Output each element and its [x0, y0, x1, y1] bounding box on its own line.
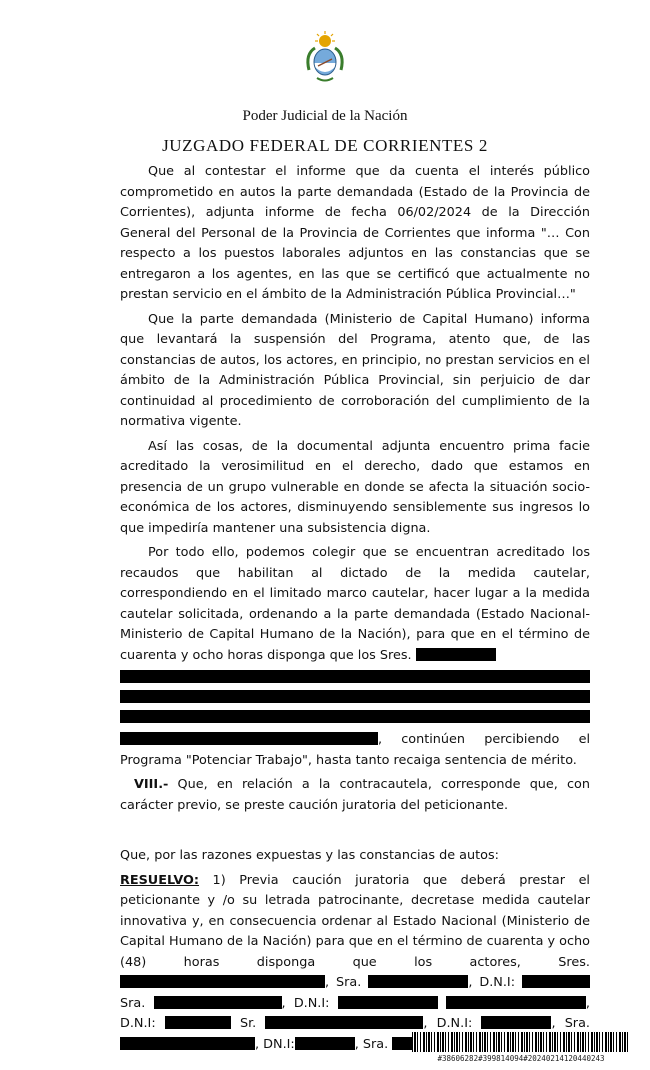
paragraph-considerations: Que, por las razones expuestas y las constancias de autos: — [120, 848, 499, 863]
redaction — [416, 648, 496, 661]
redaction — [481, 1016, 551, 1029]
paragraph-4-continuation — [120, 730, 590, 771]
redaction — [165, 1016, 231, 1029]
paragraph-resolution: RESUELVO: 1) Previa caución juratoria que deberá prestar el peticionante y /o su letrada patrocinante, decretase medida cautelar innovativa y, en consecuencia ordenar al Estado Nacional (Ministerio de Capital Humano de la Nación) para que en el término de cuarenta y ocho (48) horas disponga que los actores, Sres. , Sra. , D.N.I: Sra. , D.N.I: , D.N.I: Sr. , D.N.I: , Sra. , DN.I: , Sra. — [120, 872, 590, 1052]
redaction — [265, 1016, 423, 1029]
dni-label: D.N.I: — [436, 1016, 473, 1031]
redaction — [522, 975, 590, 988]
redaction — [338, 996, 438, 1009]
title-sra: Sra. — [564, 1016, 590, 1031]
redaction — [154, 996, 282, 1009]
dni-label: D.N.I: — [479, 975, 516, 990]
document-body — [120, 162, 590, 1059]
paragraph-1: Que al contestar el informe que da cuenta el interés público comprometido en autos la parte demandada (Estado de la Provincia de Corrientes), adjunta informe de fecha 06/02/2024 de la Dirección General del Personal de la Provincia de Corrientes que informa "… Con respecto a los puestos laborales adjuntos en las constancias que se entregaron a los agentes, en las que se certificó que actualmente no prestan servicio en el ámbito de la Administración Pública Provincial…" — [120, 164, 590, 302]
title-sra: Sra. — [362, 1036, 389, 1052]
title-sra: Sra. — [120, 995, 146, 1011]
section-label: VIII.- — [134, 777, 169, 792]
dni-label: D.N.I: — [120, 1016, 156, 1031]
redaction — [368, 975, 468, 988]
paragraph-2: Que la parte demandada (Ministerio de Capital Humano) informa que levantará la suspensión del Programa, atento que, de las constancias de autos, los actores, en principio, no prestan servicios en el ámbito de la Administración Pública Provincial, sin perjuicio de dar continuidad al procedimiento de corroboración del cumplimiento de la normativa vigente. — [120, 311, 590, 429]
coat-of-arms-emblem — [303, 30, 347, 86]
redaction — [120, 670, 590, 683]
title-sra: Sra. — [336, 975, 362, 990]
redaction — [120, 1037, 255, 1050]
resolution-label: RESUELVO: — [120, 872, 200, 888]
paragraph-4 — [120, 543, 590, 666]
title-sr: Sr. — [239, 1016, 257, 1031]
redaction — [120, 975, 325, 988]
institution-name: Poder Judicial de la Nación — [242, 108, 408, 124]
court-name: JUZGADO FEDERAL DE CORRIENTES 2 — [162, 136, 488, 155]
redaction — [120, 690, 590, 703]
resolution-text: 1) Previa caución juratoria que deberá prestar el peticionante y /o su letrada patrocinante, decretase medida cautelar innovativa y, en consecuencia ordenar al Estado Nacional (Ministerio de Capital Humano de la Nación) para que en el término de cuarenta y ocho (48) horas disponga que los actores, Sres. — [120, 872, 590, 970]
dni-label: DN.I: — [263, 1036, 295, 1052]
barcode-number: #38606282#399814094#20240214120440243 — [437, 1054, 605, 1063]
paragraph-4-tail: , continúen percibiendo el Programa "Potenciar Trabajo", hasta tanto recaiga sentencia de mérito. — [120, 732, 590, 768]
redaction — [120, 732, 378, 745]
redaction — [120, 710, 590, 723]
paragraph-3: Así las cosas, de la documental adjunta encuentro prima facie acreditado la verosimilitud en el derecho, dado que estamos en presencia de un grupo vulnerable en donde se afecta la situación socio-económica de los actores, disminuyendo sensiblemente sus ingresos lo que impediría mantener una subsistencia digna. — [120, 438, 590, 536]
spacer — [120, 820, 590, 846]
paragraph-viii — [120, 775, 590, 816]
dni-label: D.N.I: — [293, 995, 330, 1011]
paragraph-viii-text: Que, en relación a la contracautela, corresponde que, con carácter previo, se preste caución juratoria del peticionante. — [120, 777, 590, 813]
barcode — [412, 1032, 630, 1052]
redaction — [446, 996, 586, 1009]
redaction — [295, 1037, 355, 1050]
sun-icon — [315, 31, 335, 47]
paragraph-4-text: Por todo ello, podemos colegir que se encuentran acreditado los recaudos que habilitan al dictado de la medida cautelar, correspondiendo en el limitado marco cautelar, hacer lugar a la medida cautelar solicitada, ordenando a la parte demandada (Estado Nacional- Ministerio de Capital Humano de la Nación), para que en el término de cuarenta y ocho horas disponga que los Sres. — [120, 545, 590, 663]
